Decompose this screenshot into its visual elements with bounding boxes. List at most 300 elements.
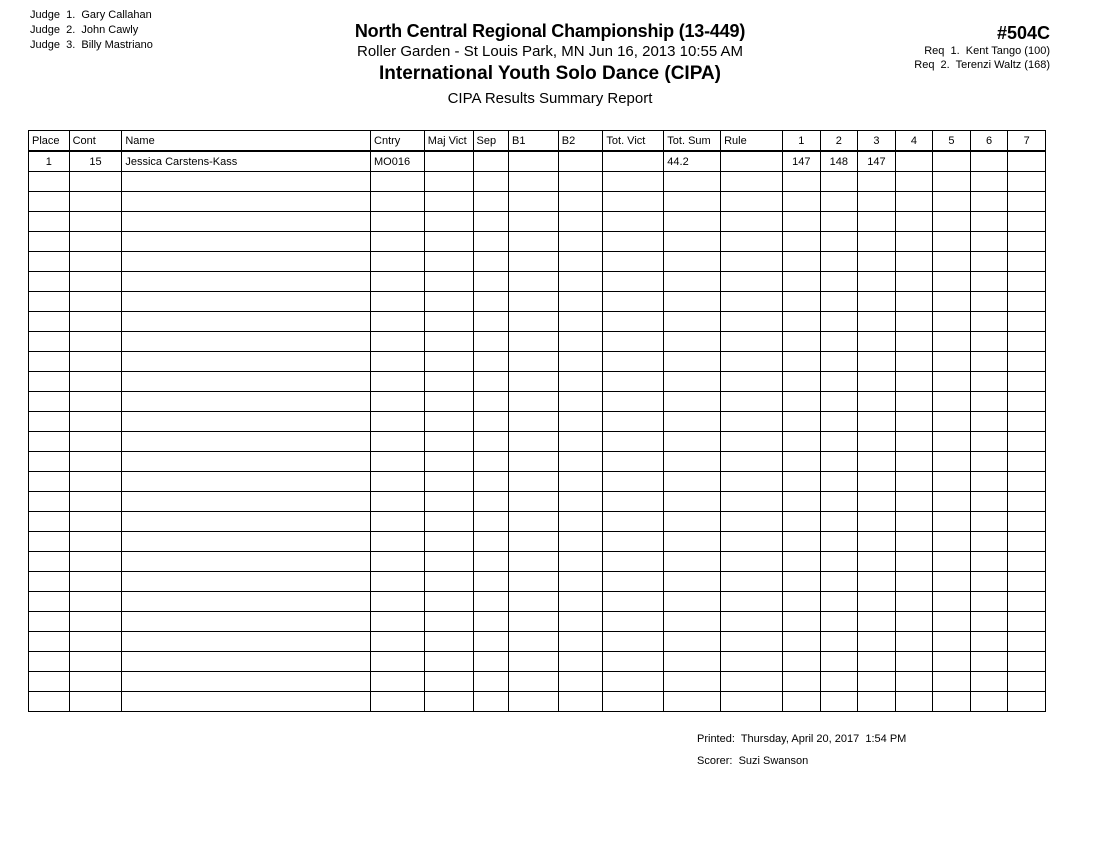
cell-empty — [122, 212, 371, 232]
cell-empty — [603, 192, 664, 212]
cell-empty — [933, 412, 971, 432]
cell-empty — [603, 472, 664, 492]
cell-empty — [558, 692, 603, 712]
cell-empty — [558, 192, 603, 212]
cell-empty — [721, 672, 783, 692]
cell-empty — [122, 532, 371, 552]
cell-empty — [820, 372, 858, 392]
cell-empty — [721, 452, 783, 472]
cell-cont: 15 — [69, 151, 122, 172]
cell-empty — [29, 252, 70, 272]
cell-empty — [371, 552, 425, 572]
column-header-judge-5: 5 — [933, 131, 971, 152]
cell-empty — [820, 232, 858, 252]
cell-empty — [69, 212, 122, 232]
cell-empty — [424, 452, 473, 472]
cell-empty — [933, 692, 971, 712]
cell-empty — [783, 672, 821, 692]
cell-empty — [664, 492, 721, 512]
cell-empty — [858, 492, 896, 512]
cell-empty — [933, 432, 971, 452]
cell-empty — [1008, 692, 1046, 712]
cell-empty — [69, 172, 122, 192]
table-row-empty — [29, 272, 1046, 292]
cell-empty — [820, 692, 858, 712]
column-header-b2: B2 — [558, 131, 603, 152]
cell-judge-5 — [933, 151, 971, 172]
cell-empty — [122, 192, 371, 212]
cell-empty — [783, 172, 821, 192]
cell-empty — [858, 312, 896, 332]
cell-empty — [122, 552, 371, 572]
cell-empty — [603, 312, 664, 332]
cell-empty — [664, 292, 721, 312]
cell-empty — [509, 412, 559, 432]
cell-cntry: MO016 — [371, 151, 425, 172]
cell-b1 — [509, 151, 559, 172]
cell-empty — [371, 432, 425, 452]
cell-empty — [69, 372, 122, 392]
cell-empty — [371, 372, 425, 392]
cell-empty — [895, 352, 933, 372]
cell-empty — [664, 512, 721, 532]
cell-empty — [473, 312, 509, 332]
cell-empty — [783, 532, 821, 552]
cell-empty — [664, 252, 721, 272]
cell-empty — [473, 632, 509, 652]
cell-empty — [29, 392, 70, 412]
cell-empty — [895, 212, 933, 232]
requirement-line: Req 1. Kent Tango (100) — [924, 45, 1050, 57]
cell-empty — [664, 352, 721, 372]
table-row-empty — [29, 472, 1046, 492]
cell-empty — [29, 172, 70, 192]
cell-empty — [603, 632, 664, 652]
cell-empty — [29, 372, 70, 392]
table-row-empty — [29, 692, 1046, 712]
cell-empty — [664, 632, 721, 652]
cell-empty — [558, 492, 603, 512]
cell-empty — [558, 432, 603, 452]
cell-empty — [783, 192, 821, 212]
column-header-name: Name — [122, 131, 371, 152]
cell-empty — [858, 652, 896, 672]
cell-empty — [558, 452, 603, 472]
table-row-empty — [29, 192, 1046, 212]
cell-empty — [895, 172, 933, 192]
cell-empty — [933, 592, 971, 612]
cell-empty — [783, 472, 821, 492]
cell-empty — [783, 252, 821, 272]
cell-empty — [721, 232, 783, 252]
cell-empty — [721, 652, 783, 672]
cell-empty — [1008, 172, 1046, 192]
cell-empty — [858, 392, 896, 412]
cell-empty — [721, 292, 783, 312]
cell-empty — [970, 212, 1008, 232]
cell-empty — [603, 572, 664, 592]
cell-empty — [603, 392, 664, 412]
cell-empty — [895, 672, 933, 692]
cell-empty — [29, 232, 70, 252]
cell-empty — [69, 452, 122, 472]
cell-empty — [509, 672, 559, 692]
table-body — [29, 151, 1046, 712]
cell-empty — [371, 212, 425, 232]
cell-empty — [933, 172, 971, 192]
cell-empty — [473, 552, 509, 572]
cell-empty — [858, 452, 896, 472]
cell-empty — [783, 292, 821, 312]
cell-empty — [558, 412, 603, 432]
cell-empty — [664, 372, 721, 392]
cell-empty — [721, 632, 783, 652]
cell-empty — [371, 192, 425, 212]
cell-empty — [820, 272, 858, 292]
cell-empty — [858, 572, 896, 592]
table-row-empty — [29, 232, 1046, 252]
cell-empty — [933, 492, 971, 512]
cell-empty — [558, 572, 603, 592]
cell-empty — [29, 672, 70, 692]
cell-empty — [933, 472, 971, 492]
cell-empty — [664, 212, 721, 232]
cell-empty — [69, 512, 122, 532]
cell-empty — [122, 572, 371, 592]
cell-empty — [1008, 412, 1046, 432]
cell-empty — [424, 692, 473, 712]
cell-empty — [933, 272, 971, 292]
column-header-maj-vict: Maj Vict — [424, 131, 473, 152]
cell-empty — [1008, 672, 1046, 692]
cell-empty — [424, 672, 473, 692]
cell-empty — [122, 432, 371, 452]
cell-empty — [558, 532, 603, 552]
cell-empty — [820, 352, 858, 372]
judge-line: Judge 1. Gary Callahan — [30, 9, 152, 21]
cell-empty — [970, 432, 1008, 452]
cell-empty — [473, 592, 509, 612]
cell-empty — [122, 172, 371, 192]
scorer-name: Scorer: Suzi Swanson — [697, 755, 809, 767]
cell-empty — [820, 292, 858, 312]
cell-empty — [558, 232, 603, 252]
cell-empty — [858, 512, 896, 532]
cell-empty — [820, 572, 858, 592]
cell-empty — [895, 492, 933, 512]
cell-empty — [371, 412, 425, 432]
cell-empty — [558, 352, 603, 372]
cell-empty — [371, 612, 425, 632]
cell-empty — [29, 592, 70, 612]
cell-empty — [509, 512, 559, 532]
cell-empty — [371, 512, 425, 532]
cell-empty — [69, 232, 122, 252]
cell-empty — [970, 372, 1008, 392]
cell-empty — [783, 492, 821, 512]
cell-empty — [664, 652, 721, 672]
table-row-empty — [29, 612, 1046, 632]
cell-empty — [895, 252, 933, 272]
column-header-judge-4: 4 — [895, 131, 933, 152]
table-row-empty — [29, 452, 1046, 472]
judge-line: Judge 3. Billy Mastriano — [30, 39, 153, 51]
cell-empty — [783, 372, 821, 392]
column-header-judge-6: 6 — [970, 131, 1008, 152]
cell-empty — [783, 632, 821, 652]
cell-rule — [721, 151, 783, 172]
cell-empty — [122, 652, 371, 672]
cell-empty — [820, 392, 858, 412]
cell-empty — [858, 632, 896, 652]
table-row-empty — [29, 332, 1046, 352]
table-row-empty — [29, 352, 1046, 372]
cell-empty — [473, 452, 509, 472]
cell-empty — [122, 252, 371, 272]
cell-empty — [820, 632, 858, 652]
cell-empty — [970, 592, 1008, 612]
cell-empty — [970, 172, 1008, 192]
cell-empty — [69, 672, 122, 692]
cell-empty — [69, 472, 122, 492]
cell-empty — [721, 332, 783, 352]
cell-empty — [721, 192, 783, 212]
cell-empty — [933, 392, 971, 412]
cell-empty — [664, 432, 721, 452]
cell-empty — [29, 512, 70, 532]
cell-empty — [895, 592, 933, 612]
cell-empty — [970, 412, 1008, 432]
cell-place: 1 — [29, 151, 70, 172]
cell-empty — [509, 552, 559, 572]
cell-empty — [473, 252, 509, 272]
cell-empty — [122, 272, 371, 292]
cell-empty — [122, 452, 371, 472]
cell-empty — [509, 272, 559, 292]
cell-empty — [933, 532, 971, 552]
cell-empty — [664, 312, 721, 332]
cell-empty — [473, 532, 509, 552]
cell-empty — [664, 172, 721, 192]
cell-empty — [603, 292, 664, 312]
cell-empty — [371, 292, 425, 312]
cell-empty — [1008, 512, 1046, 532]
cell-empty — [558, 292, 603, 312]
cell-empty — [1008, 292, 1046, 312]
cell-empty — [29, 632, 70, 652]
cell-empty — [473, 352, 509, 372]
cell-empty — [509, 392, 559, 412]
table-row-empty — [29, 512, 1046, 532]
column-header-cntry: Cntry — [371, 131, 425, 152]
column-header-tot-vict: Tot. Vict — [603, 131, 664, 152]
cell-empty — [1008, 392, 1046, 412]
cell-empty — [424, 172, 473, 192]
cell-empty — [1008, 372, 1046, 392]
cell-empty — [69, 652, 122, 672]
cell-tot-sum: 44.2 — [664, 151, 721, 172]
cell-empty — [424, 272, 473, 292]
column-header-cont: Cont — [69, 131, 122, 152]
cell-empty — [69, 272, 122, 292]
cell-empty — [473, 332, 509, 352]
cell-name: Jessica Carstens-Kass — [122, 151, 371, 172]
cell-empty — [558, 552, 603, 572]
table-row-empty — [29, 212, 1046, 232]
cell-empty — [933, 572, 971, 592]
cell-empty — [664, 412, 721, 432]
cell-empty — [558, 212, 603, 232]
cell-empty — [664, 192, 721, 212]
cell-empty — [473, 612, 509, 632]
cell-empty — [933, 632, 971, 652]
cell-empty — [424, 492, 473, 512]
report-header — [240, 20, 860, 109]
judges-list — [30, 8, 153, 53]
cell-empty — [69, 192, 122, 212]
cell-empty — [820, 612, 858, 632]
cell-empty — [29, 692, 70, 712]
cell-empty — [509, 532, 559, 552]
cell-empty — [509, 592, 559, 612]
cell-empty — [122, 612, 371, 632]
cell-empty — [69, 572, 122, 592]
cell-empty — [69, 412, 122, 432]
cell-empty — [69, 352, 122, 372]
cell-empty — [970, 332, 1008, 352]
cell-empty — [473, 172, 509, 192]
cell-empty — [895, 372, 933, 392]
cell-empty — [69, 392, 122, 412]
cell-empty — [970, 472, 1008, 492]
cell-empty — [820, 452, 858, 472]
cell-empty — [895, 472, 933, 492]
table-row-empty — [29, 432, 1046, 452]
cell-empty — [69, 332, 122, 352]
cell-empty — [970, 572, 1008, 592]
cell-empty — [1008, 472, 1046, 492]
cell-empty — [424, 252, 473, 272]
cell-empty — [371, 332, 425, 352]
cell-empty — [558, 332, 603, 352]
cell-empty — [509, 252, 559, 272]
report-subtitle: CIPA Results Summary Report — [447, 90, 653, 107]
cell-empty — [424, 212, 473, 232]
cell-empty — [895, 312, 933, 332]
cell-empty — [122, 512, 371, 532]
cell-empty — [509, 172, 559, 192]
cell-empty — [473, 432, 509, 452]
cell-empty — [69, 552, 122, 572]
cell-empty — [473, 372, 509, 392]
cell-empty — [603, 212, 664, 232]
cell-empty — [509, 432, 559, 452]
cell-judge-2: 148 — [820, 151, 858, 172]
cell-empty — [558, 272, 603, 292]
cell-empty — [69, 312, 122, 332]
cell-empty — [1008, 272, 1046, 292]
cell-empty — [473, 272, 509, 292]
cell-empty — [69, 532, 122, 552]
cell-empty — [783, 432, 821, 452]
cell-empty — [29, 612, 70, 632]
cell-empty — [895, 452, 933, 472]
cell-empty — [895, 332, 933, 352]
cell-empty — [933, 192, 971, 212]
cell-empty — [473, 212, 509, 232]
cell-empty — [509, 492, 559, 512]
cell-empty — [122, 292, 371, 312]
column-header-b1: B1 — [509, 131, 559, 152]
cell-empty — [783, 592, 821, 612]
cell-empty — [820, 592, 858, 612]
cell-tot-vict — [603, 151, 664, 172]
cell-empty — [721, 252, 783, 272]
cell-empty — [371, 312, 425, 332]
cell-empty — [820, 432, 858, 452]
cell-empty — [603, 592, 664, 612]
cell-empty — [820, 672, 858, 692]
cell-empty — [664, 592, 721, 612]
cell-empty — [933, 612, 971, 632]
cell-judge-7 — [1008, 151, 1046, 172]
cell-empty — [858, 212, 896, 232]
table-row-empty — [29, 592, 1046, 612]
cell-empty — [970, 272, 1008, 292]
cell-empty — [122, 672, 371, 692]
cell-empty — [424, 312, 473, 332]
cell-empty — [721, 532, 783, 552]
table-row-empty — [29, 532, 1046, 552]
table-row-empty — [29, 492, 1046, 512]
cell-empty — [29, 412, 70, 432]
cell-empty — [1008, 552, 1046, 572]
cell-empty — [783, 352, 821, 372]
cell-empty — [1008, 252, 1046, 272]
cell-empty — [664, 452, 721, 472]
cell-empty — [1008, 572, 1046, 592]
cell-empty — [783, 652, 821, 672]
cell-empty — [783, 572, 821, 592]
cell-empty — [1008, 312, 1046, 332]
cell-empty — [603, 532, 664, 552]
cell-empty — [721, 172, 783, 192]
cell-empty — [895, 532, 933, 552]
cell-empty — [603, 672, 664, 692]
cell-empty — [29, 352, 70, 372]
cell-empty — [424, 592, 473, 612]
table-row-empty — [29, 652, 1046, 672]
cell-empty — [820, 212, 858, 232]
cell-empty — [1008, 232, 1046, 252]
cell-empty — [558, 392, 603, 412]
cell-empty — [509, 292, 559, 312]
cell-empty — [29, 492, 70, 512]
cell-empty — [424, 292, 473, 312]
cell-empty — [122, 692, 371, 712]
column-header-judge-3: 3 — [858, 131, 896, 152]
cell-empty — [473, 412, 509, 432]
cell-empty — [509, 692, 559, 712]
cell-empty — [69, 252, 122, 272]
cell-empty — [970, 292, 1008, 312]
cell-empty — [970, 232, 1008, 252]
cell-empty — [424, 352, 473, 372]
cell-empty — [122, 392, 371, 412]
cell-empty — [603, 172, 664, 192]
cell-empty — [424, 472, 473, 492]
cell-empty — [858, 332, 896, 352]
